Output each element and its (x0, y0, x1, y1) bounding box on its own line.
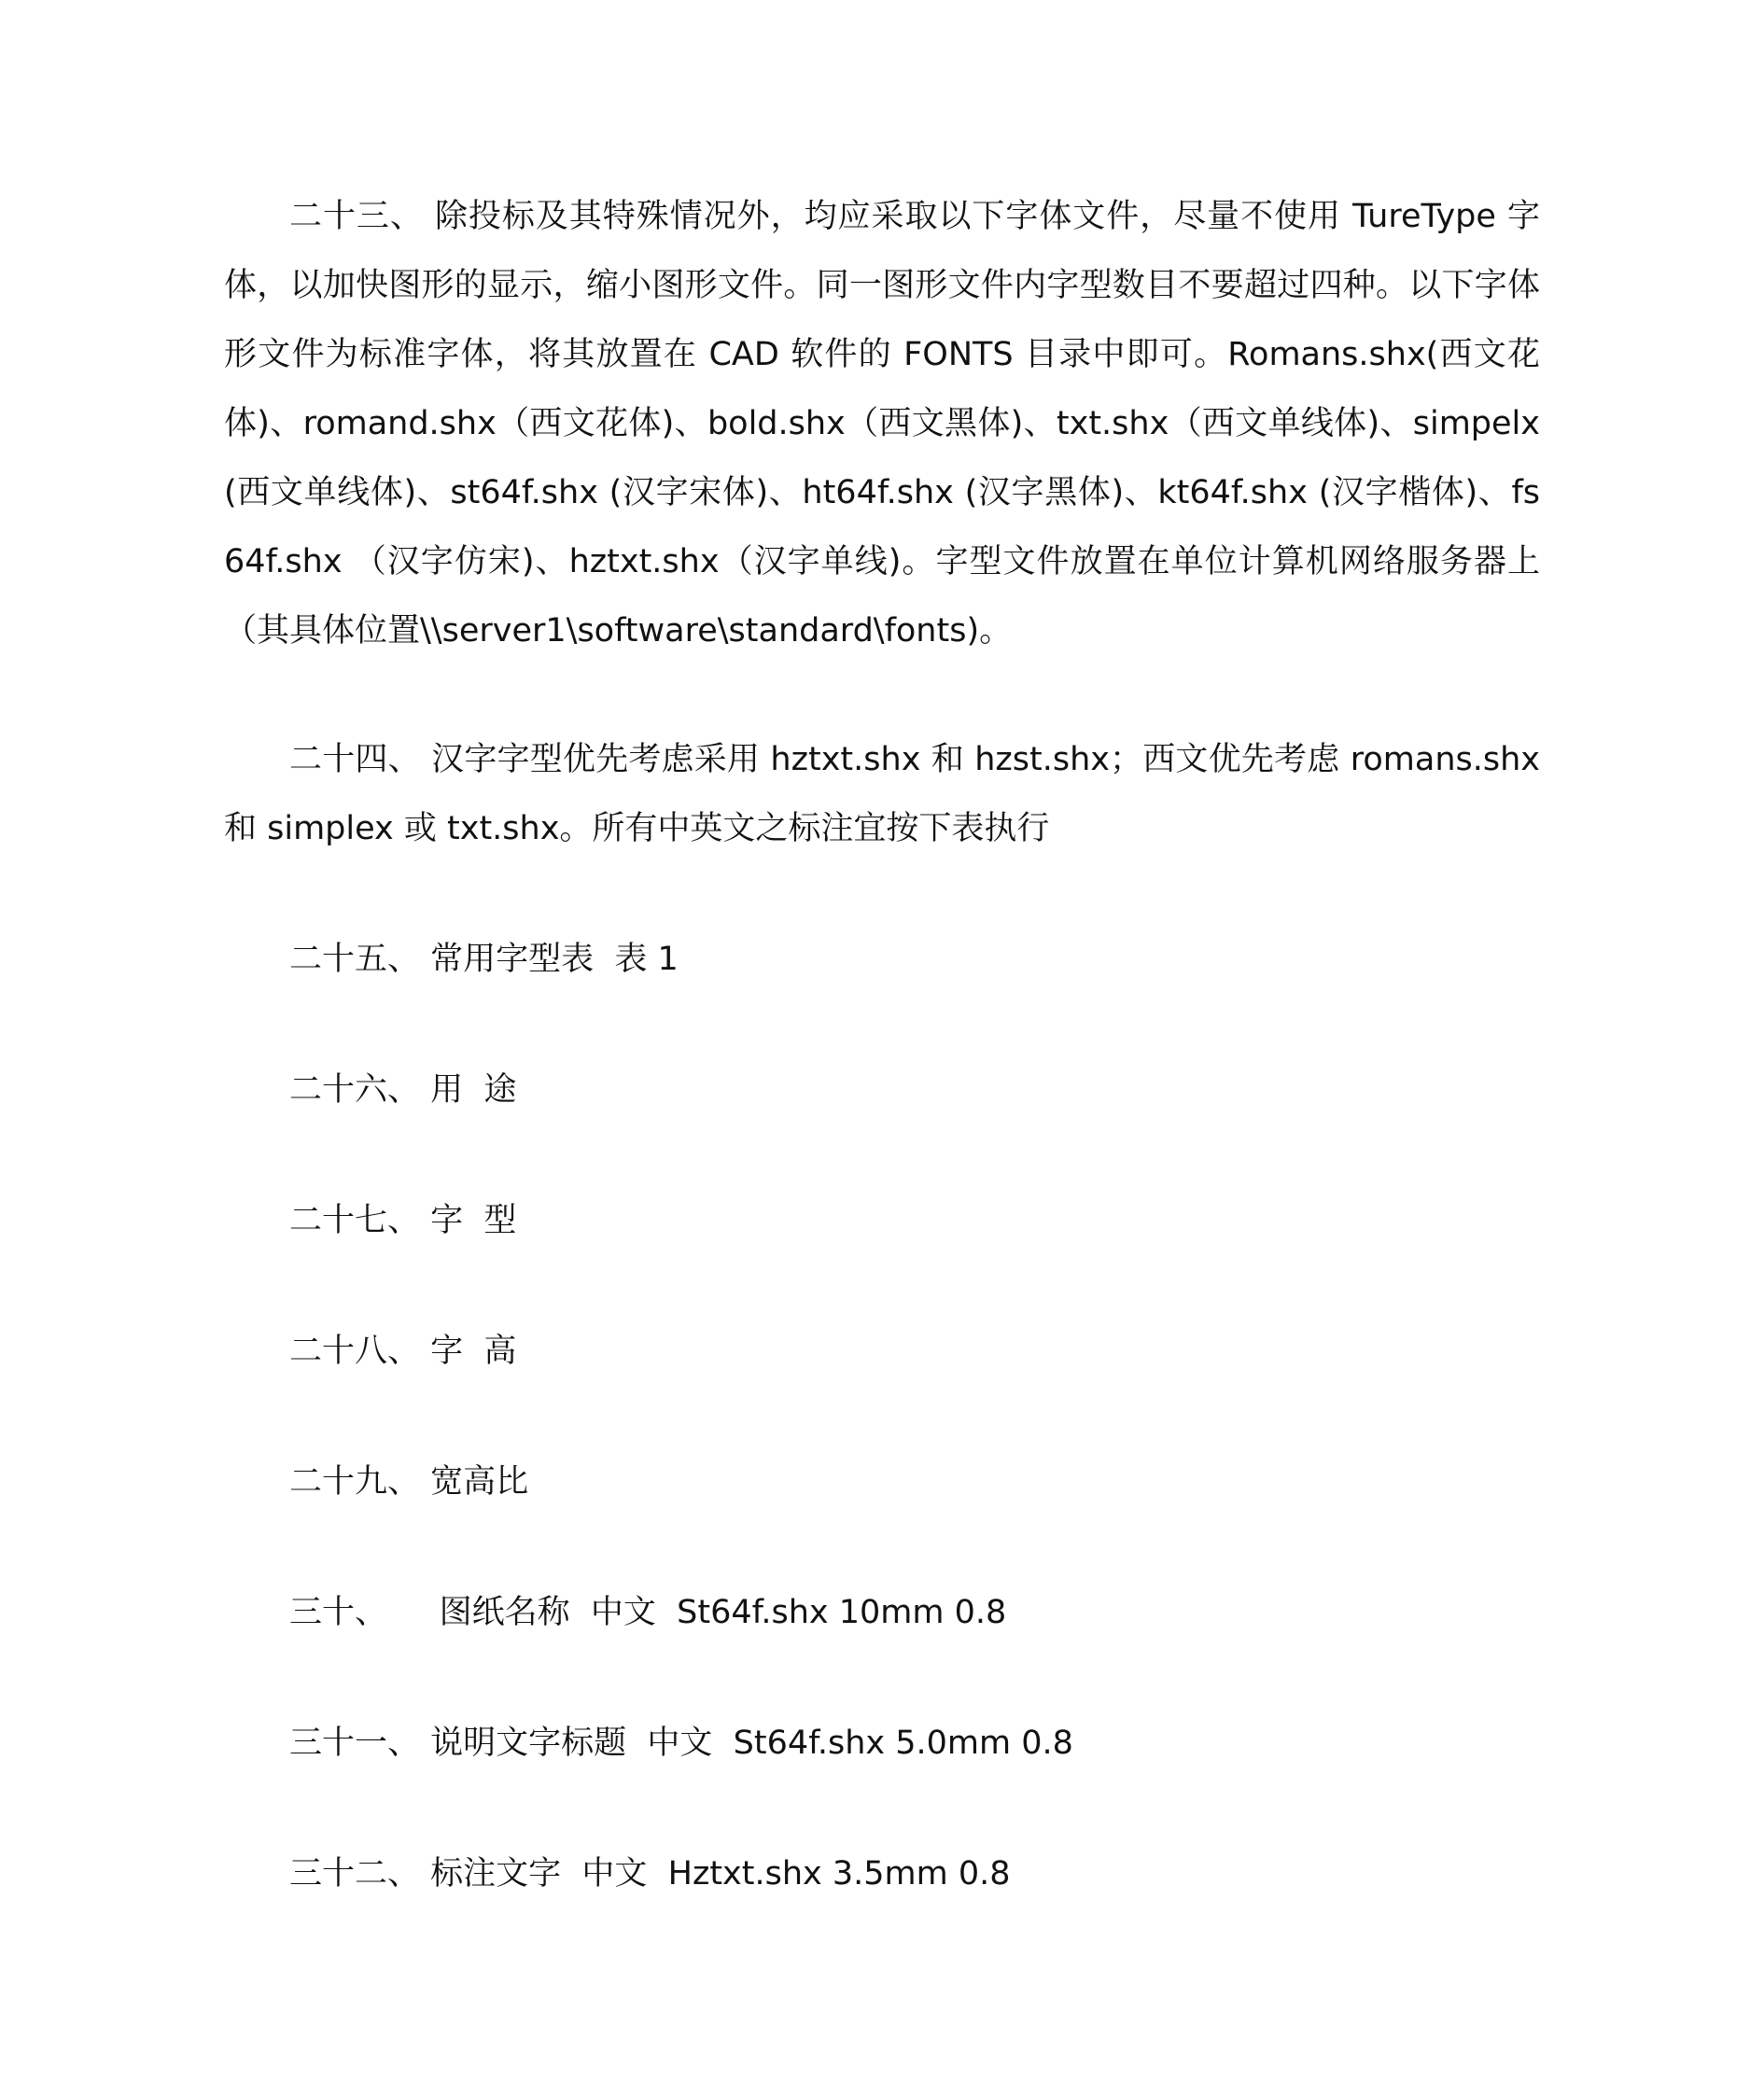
list-item-31: 三十一、 说明文字标题 中文 St64f.shx 5.0mm 0.8 (289, 1725, 1073, 1762)
paragraph-23: 二十三、 除投标及其特殊情况外，均应采取以下字体文件，尽量不使用 TureType 字体，以加快图形的显示，缩小图形文件。同一图形文件内字型数目不要超过四种。以下字体形文件为标准字体，将其放置在 CAD 软件的 FONTS 目录中即可。Romans.shx(西文花体)、romand.shx（西文花体)、bold.shx（西文黑体)、txt.shx（西文单线体)、simpelx(西文单线体)、st64f.shx (汉字宋体)、ht64f.shx (汉字黑体)、kt64f.shx (汉字楷体)、fs64f.shx （汉字仿宋)、hztxt.shx（汉字单线)。字型文件放置在单位计算机网络服务器上（其具体位置\\server1\software\standard\fonts)。 (224, 198, 1540, 649)
list-item-29: 二十九、 宽高比 (289, 1463, 529, 1501)
paragraph-24: 二十四、 汉字字型优先考虑采用 hztxt.shx 和 hzst.shx；西文优先考虑 romans.shx 和 simplex 或 txt.shx。所有中英文之标注宜按下表执行 (224, 741, 1540, 847)
list-item-32: 三十二、 标注文字 中文 Hztxt.shx 3.5mm 0.8 (289, 1855, 1011, 1892)
font-table-list (224, 925, 1540, 1908)
list-item-27: 二十七、 字 型 (289, 1202, 517, 1239)
list-item-25: 二十五、 常用字型表 表 1 (289, 941, 679, 978)
list-item-30: 三十、 图纸名称 中文 St64f.shx 10mm 0.8 (289, 1594, 1007, 1631)
document-page (224, 182, 1540, 1908)
list-item-28: 二十八、 字 高 (289, 1333, 517, 1370)
list-item-26: 二十六、 用 途 (289, 1071, 517, 1109)
